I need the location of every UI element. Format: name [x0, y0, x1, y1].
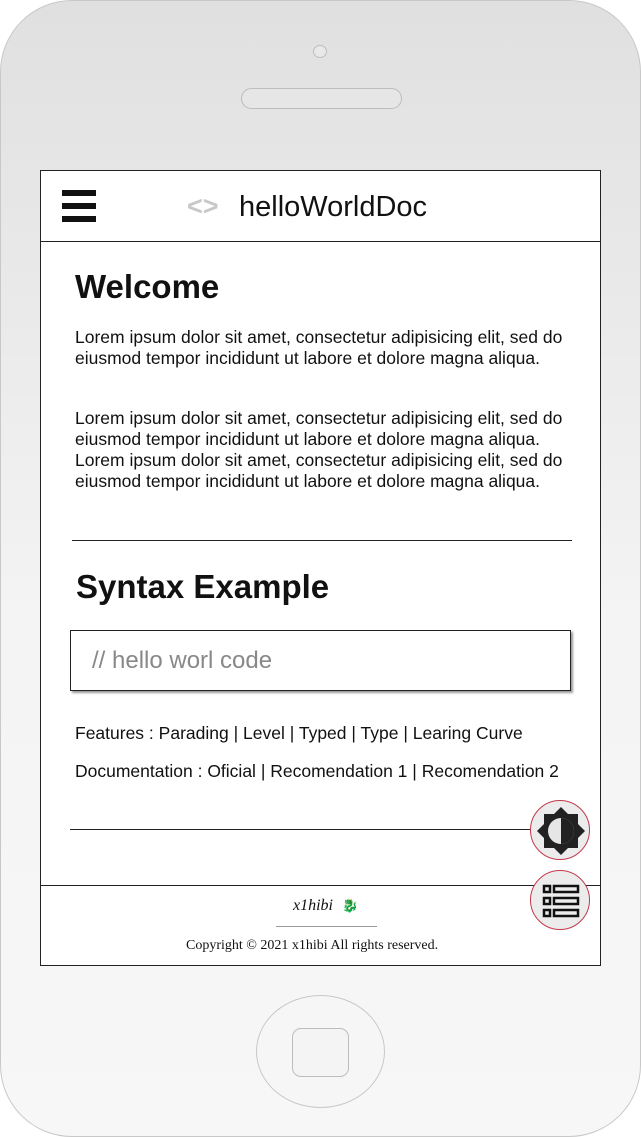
- separator: |: [289, 723, 295, 743]
- documentation-label: Documentation :: [75, 761, 203, 781]
- list-icon: [531, 871, 591, 931]
- feature-link-type[interactable]: Type: [360, 723, 399, 743]
- features-label: Features :: [75, 723, 154, 743]
- separator: |: [412, 761, 417, 781]
- footer: [41, 885, 600, 966]
- welcome-paragraph-2: Lorem ipsum dolor sit amet, consectetur adipisicing elit, sed do eiusmod tempor incididunt ut labore et dolore magna aliqua. Lorem ipsum dolor sit amet, consectetur adipisicing elit, sed do eiusmod tempor incididunt ut labore et dolore magna aliqua.: [75, 408, 563, 491]
- theme-toggle-button[interactable]: [530, 800, 590, 860]
- brightness-contrast-icon: [531, 801, 591, 861]
- separator: |: [403, 723, 408, 743]
- footer-author: x1hibi: [293, 897, 333, 914]
- syntax-heading: Syntax Example: [76, 568, 330, 605]
- home-button-square: [292, 1028, 349, 1077]
- main-content: [41, 242, 600, 885]
- feature-link-typed[interactable]: Typed: [298, 723, 347, 743]
- separator: |: [260, 761, 266, 781]
- documentation-row: [75, 761, 559, 782]
- top-bar: [41, 171, 600, 242]
- speaker: [241, 88, 402, 109]
- footer-divider: [276, 926, 377, 927]
- doc-link-oficial[interactable]: Oficial: [207, 761, 256, 781]
- welcome-paragraph-1: Lorem ipsum dolor sit amet, consectetur adipisicing elit, sed do eiusmod tempor incididunt ut labore et dolore magna aliqua.: [75, 327, 563, 368]
- copyright-text: Copyright © 2021 x1hibi All rights reserved.: [186, 938, 439, 953]
- code-text: // hello worl code: [92, 647, 273, 674]
- dragon-icon: 🐉: [342, 898, 359, 913]
- camera: [313, 45, 327, 58]
- app-screen: [40, 170, 601, 966]
- app-title: helloWorldDoc: [239, 191, 428, 223]
- welcome-heading: Welcome: [75, 268, 220, 305]
- section-divider: [70, 829, 570, 830]
- hamburger-menu-icon[interactable]: [62, 190, 96, 224]
- doc-link-recomendation-1[interactable]: Recomendation 1: [270, 761, 408, 781]
- table-of-contents-button[interactable]: [530, 870, 590, 930]
- separator: |: [233, 723, 239, 743]
- feature-link-parading[interactable]: Parading: [158, 723, 229, 743]
- feature-link-level[interactable]: Level: [243, 723, 285, 743]
- code-example-box: [70, 630, 571, 691]
- features-row: [75, 723, 523, 744]
- feature-link-learning-curve[interactable]: Learing Curve: [412, 723, 523, 743]
- code-brackets-icon: <>: [187, 191, 219, 221]
- section-divider: [72, 540, 572, 541]
- separator: |: [351, 723, 356, 743]
- doc-link-recomendation-2[interactable]: Recomendation 2: [421, 761, 559, 781]
